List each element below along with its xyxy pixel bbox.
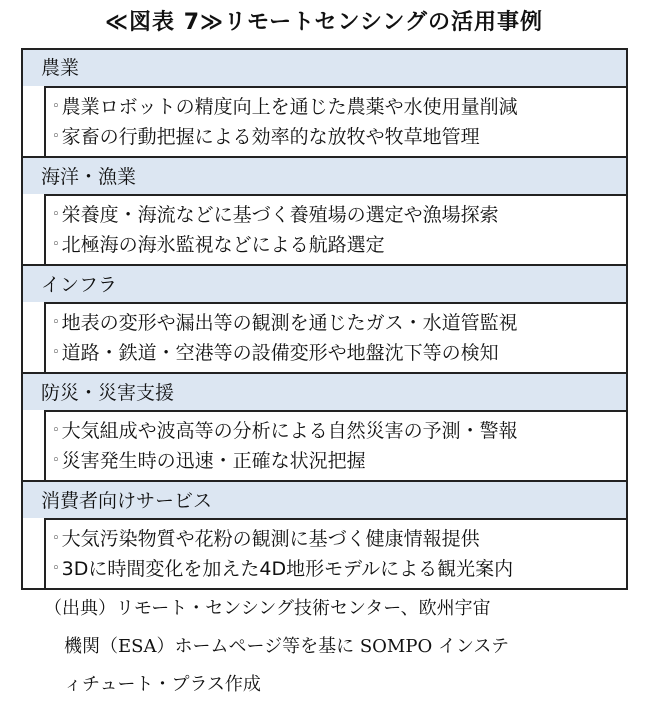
section-header-disaster-support: 防災・災害支援 bbox=[23, 372, 626, 410]
source-line: ィチュート・プラス作成 bbox=[64, 674, 261, 695]
list-item bbox=[52, 200, 626, 230]
section-body-marine-fishery bbox=[44, 194, 626, 264]
bullet-icon: ◦ bbox=[52, 129, 60, 144]
list-item bbox=[52, 308, 626, 338]
section-header-infrastructure: インフラ bbox=[23, 264, 626, 302]
section-disaster-support bbox=[23, 372, 626, 480]
item-text: 災害発生時の迅速・正確な状況把握 bbox=[61, 450, 366, 472]
list-item bbox=[52, 524, 626, 554]
item-text: 家畜の行動把握による効率的な放牧や牧草地管理 bbox=[61, 126, 480, 148]
list-item bbox=[52, 446, 626, 476]
source-note bbox=[44, 590, 624, 704]
section-header-marine-fishery: 海洋・漁業 bbox=[23, 156, 626, 194]
list-item bbox=[52, 122, 626, 152]
list-item bbox=[52, 230, 626, 260]
section-body-consumer-services bbox=[44, 518, 626, 588]
bullet-icon: ◦ bbox=[52, 561, 60, 576]
section-marine-fishery bbox=[23, 156, 626, 264]
bullet-icon: ◦ bbox=[52, 207, 60, 222]
item-text: 農業ロボットの精度向上を通じた農薬や水使用量削減 bbox=[61, 96, 518, 118]
section-body-infrastructure bbox=[44, 302, 626, 372]
item-text: 道路・鉄道・空港等の設備変形や地盤沈下等の検知 bbox=[61, 342, 499, 364]
figure-title: ≪図表 7≫リモートセンシングの活用事例 bbox=[105, 10, 543, 35]
bullet-icon: ◦ bbox=[52, 453, 60, 468]
section-body-disaster-support bbox=[44, 410, 626, 480]
bullet-icon: ◦ bbox=[52, 345, 60, 360]
bullet-icon: ◦ bbox=[52, 315, 60, 330]
source-line: 機関（ESA）ホームページ等を基に SOMPO インステ bbox=[64, 636, 510, 657]
item-text: 栄養度・海流などに基づく養殖場の選定や漁場探索 bbox=[61, 204, 499, 226]
bullet-icon: ◦ bbox=[52, 99, 60, 114]
section-header-consumer-services: 消費者向けサービス bbox=[23, 480, 626, 518]
item-text: 北極海の海氷監視などによる航路選定 bbox=[61, 234, 385, 256]
section-body-agriculture bbox=[44, 86, 626, 156]
source-line: （出典）リモート・センシング技術センター、欧州宇宙 bbox=[44, 598, 491, 619]
section-agriculture bbox=[23, 50, 626, 156]
use-case-table bbox=[21, 48, 628, 590]
list-item bbox=[52, 554, 626, 584]
section-consumer-services bbox=[23, 480, 626, 588]
bullet-icon: ◦ bbox=[52, 237, 60, 252]
item-text: 大気組成や波高等の分析による自然災害の予測・警報 bbox=[61, 420, 518, 442]
item-text: 大気汚染物質や花粉の観測に基づく健康情報提供 bbox=[61, 528, 480, 550]
section-header-agriculture: 農業 bbox=[23, 50, 626, 86]
item-text: 3Dに時間変化を加えた4D地形モデルによる観光案内 bbox=[61, 558, 514, 580]
bullet-icon: ◦ bbox=[52, 531, 60, 546]
section-infrastructure bbox=[23, 264, 626, 372]
list-item bbox=[52, 416, 626, 446]
list-item bbox=[52, 92, 626, 122]
list-item bbox=[52, 338, 626, 368]
item-text: 地表の変形や漏出等の観測を通じたガス・水道管監視 bbox=[61, 312, 518, 334]
bullet-icon: ◦ bbox=[52, 423, 60, 438]
